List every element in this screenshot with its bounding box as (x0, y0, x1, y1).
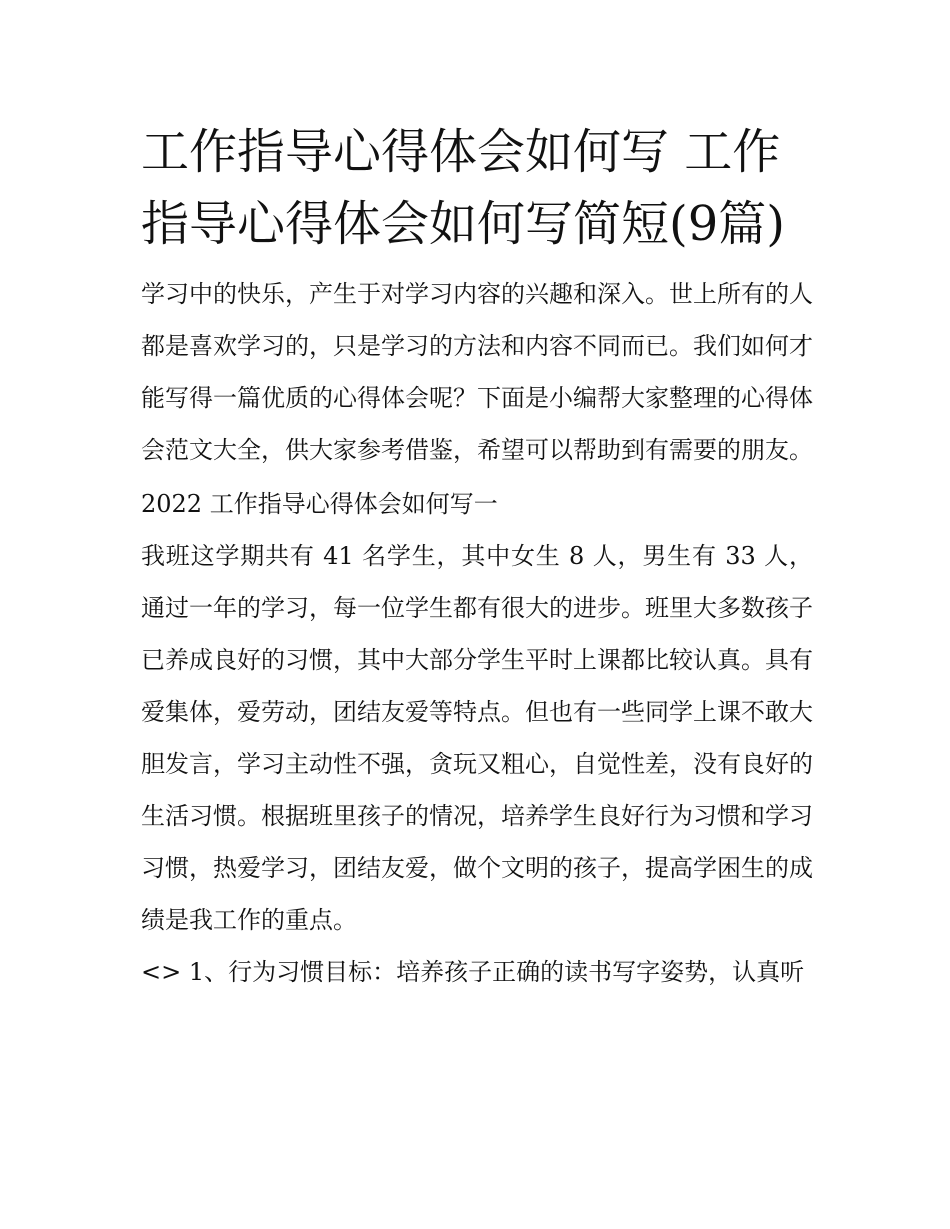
body-paragraph: 我班这学期共有 41 名学生，其中女生 8 人，男生有 33 人，通过一年的学习，每一位学生都有很大的进步。班里大多数孩子已养成良好的习惯，其中大部分学生平时上课都比较认真。具有爱集体，爱劳动，团结友爱等特点。但也有一些同学上课不敢大胆发言，学习主动性不强，贪玩又粗心，自觉性差，没有良好的生活习惯。根据班里孩子的情况，培养学生良好行为习惯和学习习惯，热爱学习，团结友爱，做个文明的孩子，提高学困生的成绩是我工作的重点。 (141, 542, 813, 934)
document-title: 工作指导心得体会如何写 工作指导心得体会如何写简短(9篇) (141, 124, 785, 252)
document-page (141, 116, 813, 998)
section-heading: 2022 工作指导心得体会如何写一 (141, 490, 498, 518)
list-item: <> 1、行为习惯目标：培养孩子正确的读书写字姿势，认真听 (141, 958, 805, 986)
intro-paragraph: 学习中的快乐，产生于对学习内容的兴趣和深入。世上所有的人都是喜欢学习的，只是学习的方法和内容不同而已。我们如何才能写得一篇优质的心得体会呢？下面是小编帮大家整理的心得体会范文大全，供大家参考借鉴，希望可以帮助到有需要的朋友。 (141, 280, 813, 464)
